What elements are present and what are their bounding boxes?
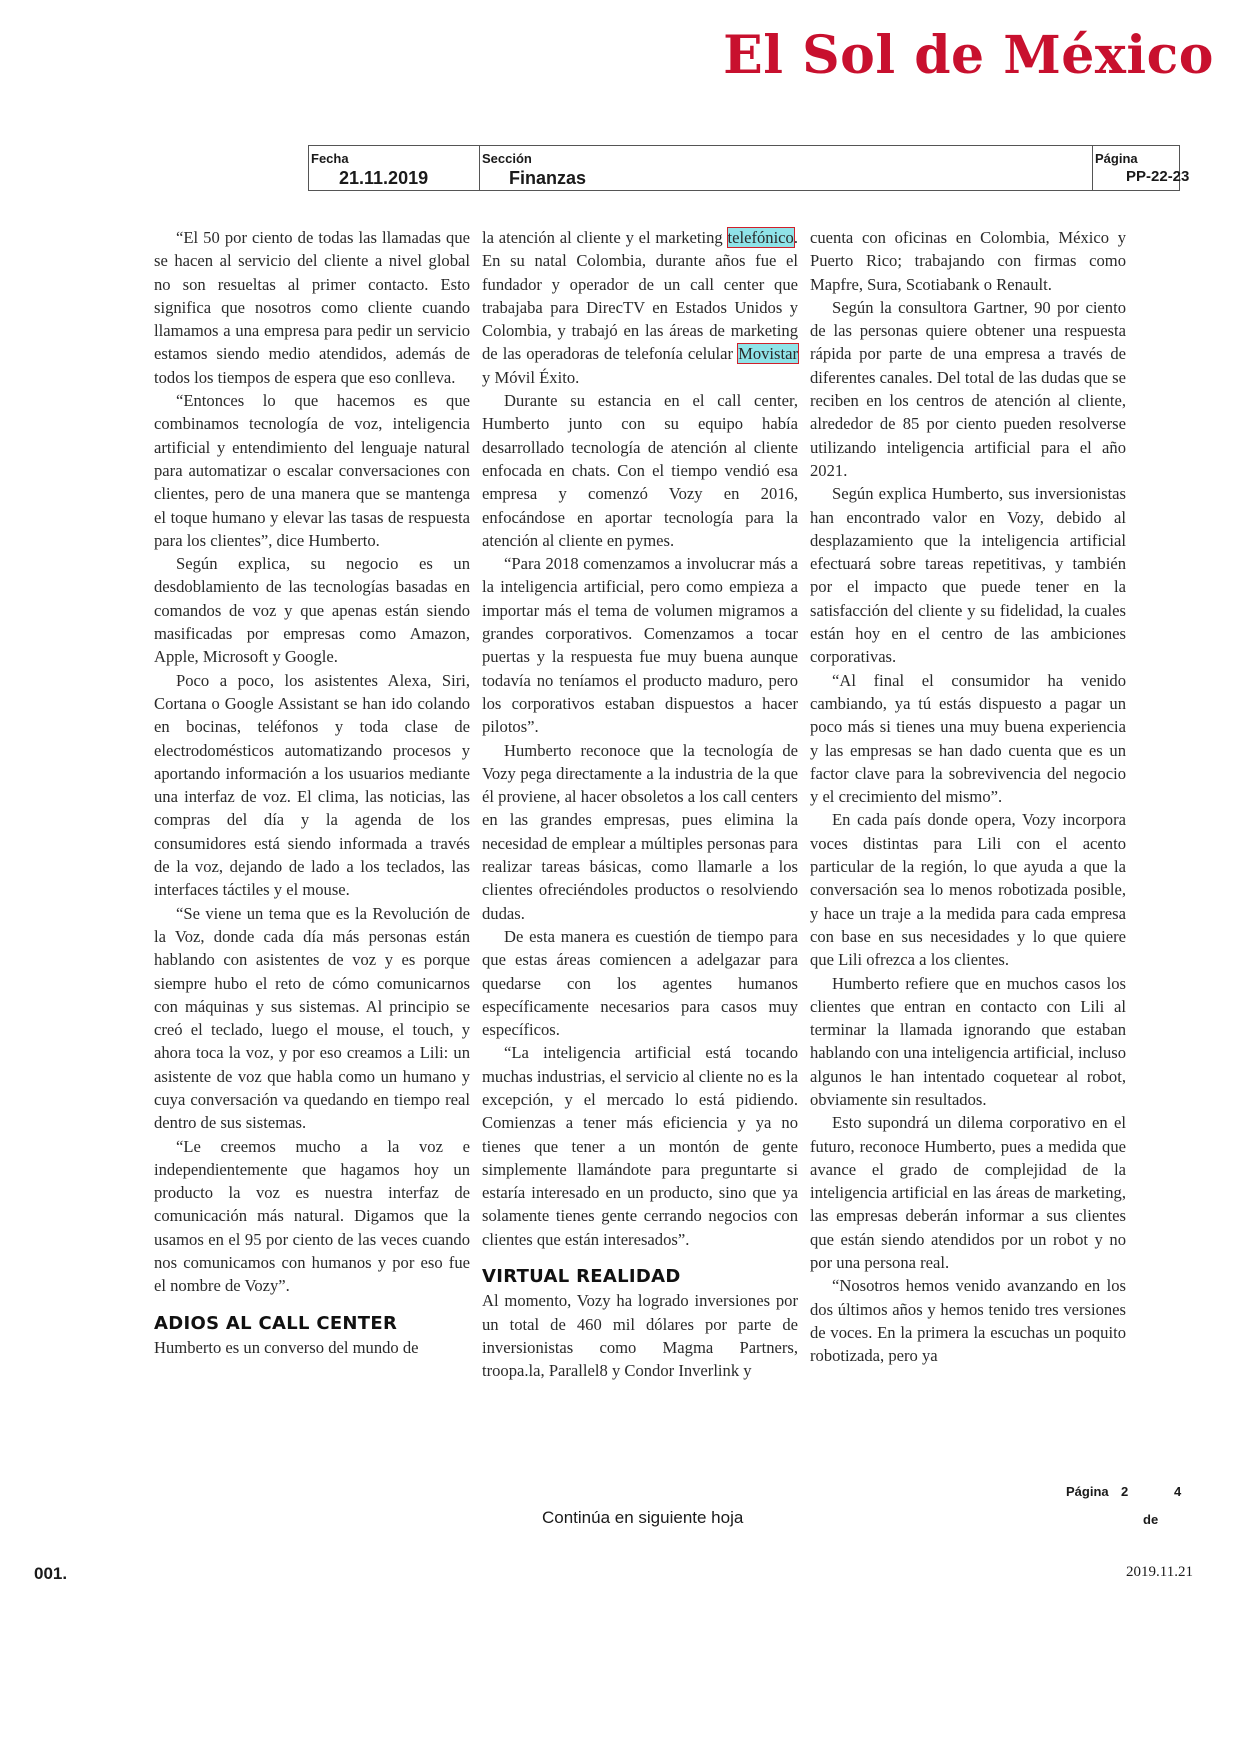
section-subhead: VIRTUAL REALIDAD bbox=[482, 1266, 681, 1288]
clipping-header-table bbox=[308, 145, 1190, 191]
footer-page-total: 4 bbox=[1174, 1484, 1182, 1499]
pagina-value: PP-22-23 bbox=[1126, 168, 1190, 185]
article-column-1 bbox=[154, 226, 470, 1359]
highlighted-keyword: telefónico bbox=[727, 228, 794, 247]
paragraph bbox=[482, 226, 798, 389]
paragraph: “Entonces lo que hacemos es que combinamos tecnología de voz, inteligencia artificial y entendimiento del lenguaje natural para automatizar o escalar conversaciones con clientes, pero de una manera que se mantenga el toque humano y elevar las tasas de respuesta para los clientes”, dice Humberto. bbox=[154, 391, 470, 550]
paragraph: “Le creemos mucho a la voz e independientemente que hagamos hoy un producto la voz es nuestra interfaz de comunicación más natural. Digamos que la usamos en el 95 por ciento de las veces cuando nos comunicamos con humanos y por eso fue el nombre de Vozy”. bbox=[154, 1136, 470, 1296]
paragraph: En cada país donde opera, Vozy incorpora voces distintas para Lili con el acento particular de la región, lo que ayuda a que la conversación sea lo menos robotizada posible, y hace un traje a la medida para cada empresa con base en sus necesidades y lo que quiere que Lili ofrezca a los clientes. bbox=[810, 810, 1126, 970]
article-column-2 bbox=[482, 226, 798, 1383]
footer-date: 2019.11.21 bbox=[1126, 1564, 1193, 1580]
paragraph: Humberto es un converso del mundo de bbox=[154, 1337, 419, 1357]
paragraph: “Se viene un tema que es la Revolución de la Voz, donde cada día más personas están hablando con asistentes de voz y es porque siempre hubo el reto de cómo comunicarnos con máquinas y sus sistemas. Al principio se creó el teclado, luego el mouse, el touch, y ahora toca la voz, y por eso creamos a Lili: un asistente de voz que habla como un humano y cuya conversación va quedando en tiempo real dentro de sus sistemas. bbox=[154, 903, 470, 1133]
highlighted-keyword: Movistar bbox=[738, 344, 798, 364]
paragraph: Humberto refiere que en muchos casos los clientes que entran en contacto con Lili al terminar la llamada ignorando que estaban hablando con una inteligencia artificial, incluso algunos le han intentado coquetear al robot, obviamente sin resultados. bbox=[810, 973, 1126, 1109]
paragraph: Según explica Humberto, sus inversionistas han encontrado valor en Vozy, debido al desplazamiento que la inteligencia artificial efectuará sobre tareas repetitivas, y también por el impacto que puede tener en la satisfacción del cliente y su fidelidad, la cuales están hoy en el centro de las ambiciones corporativas. bbox=[810, 484, 1126, 667]
paragraph: “El 50 por ciento de todas las llamadas que se hacen al servicio del cliente a nivel global no son resueltas al primer contacto. Esto significa que nosotros como cliente cuando llamamos a una empresa para pedir un servicio estamos siendo medio atendidos, además de todos los tiempos de espera que eso conlleva. bbox=[154, 228, 470, 387]
footer-pagina-label: Página bbox=[1066, 1484, 1109, 1499]
paragraph: Esto supondrá un dilema corporativo en el futuro, reconoce Humberto, pues a medida que avance el grado de complejidad de la inteligencia artificial en las áreas de marketing, las empresas deberán informar a sus clientes que están siendo atendidos por un robot y no por una persona real. bbox=[810, 1113, 1126, 1273]
continues-next-sheet: Continúa en siguiente hoja bbox=[542, 1508, 744, 1527]
pagina-cell bbox=[1092, 146, 1190, 190]
paragraph: Según la consultora Gartner, 90 por ciento de las personas quiere obtener una respuesta rápida por parte de una empresa a través de diferentes canales. Del total de las dudas que se reciben en los centros de atención al cliente, alrededor de 85 por ciento pueden resolverse utilizando inteligencia artificial para el año 2021. bbox=[810, 297, 1126, 480]
article-column-3 bbox=[810, 226, 1126, 1368]
pagina-label: Página bbox=[1095, 151, 1138, 166]
paragraph-text: . En su natal Colombia, durante años fue el fundador y operador de un call center que trabajaba para DirecTV en Estados Unidos y Colombia, y trabajó en las áreas de marketing de las operadoras de telefonía celular bbox=[482, 228, 798, 364]
newspaper-masthead: El Sol de México bbox=[723, 25, 1214, 86]
paragraph: “La inteligencia artificial está tocando muchas industrias, el servicio al cliente no es la excepción, y el mercado lo está pidiendo. Comienzas a tener más eficiencia y ya no tienes que tener a un montón de gente simplemente llamándote para preguntarte si estaría interesado en un producto, sino que ya solamente tienes gente cerrando negocios con clientes que están interesados”. bbox=[482, 1043, 798, 1249]
paragraph: cuenta con oficinas en Colombia, México y Puerto Rico; trabajando con firmas como Mapfre, Sura, Scotiabank o Renault. bbox=[810, 228, 1126, 294]
paragraph: “Al final el consumidor ha venido cambiando, ya tú estás dispuesto a pagar un poco más si tienes una muy buena experiencia y las empresas se han dado cuenta que es un factor clave para la sobrevivencia del negocio y el crecimiento del mismo”. bbox=[810, 670, 1126, 807]
paragraph: Humberto reconoce que la tecnología de Vozy pega directamente a la industria de la que él proviene, al hacer obsoletos a los call centers en las grandes empresas, pues elimina la necesidad de emplear a múltiples personas para realizar tareas básicas, como llamarle a los clientes ofreciéndoles productos o resolviendo dudas. bbox=[482, 740, 798, 923]
seccion-label: Sección bbox=[482, 151, 532, 166]
paragraph-text: y Móvil Éxito. bbox=[482, 367, 580, 387]
footer-page-number: 2 bbox=[1121, 1484, 1129, 1499]
paragraph: De esta manera es cuestión de tiempo para que estas áreas comiencen a adelgazar para quedarse con los agentes humanos específicamente necesarios para casos muy específicos. bbox=[482, 926, 798, 1040]
paragraph: Al momento, Vozy ha logrado inversiones por un total de 460 mil dólares por parte de inversionistas como Magma Partners, troopa.la, Parallel8 y Condor Inverlink y bbox=[482, 1291, 798, 1381]
seccion-value: Finanzas bbox=[509, 168, 587, 188]
fecha-cell bbox=[309, 146, 480, 190]
paragraph: Durante su estancia en el call center, Humberto junto con su equipo había desarrollado tecnología de atención al cliente enfocada en chats. Con el tiempo vendió esa empresa y comenzó Vozy en 2016, enfocándose en aportar tecnología para la atención al cliente en pymes. bbox=[482, 391, 798, 550]
clipping-code: 001. bbox=[34, 1564, 68, 1583]
paragraph: “Nosotros hemos venido avanzando en los dos últimos años y hemos tenido tres versiones de voces. En la primera la escuchas un poquito robotizada, pero ya bbox=[810, 1276, 1126, 1366]
fecha-value: 21.11.2019 bbox=[339, 168, 429, 188]
footer-of-label: de bbox=[1143, 1512, 1159, 1527]
paragraph-text: la atención al cliente y el marketing bbox=[482, 228, 728, 247]
paragraph: Poco a poco, los asistentes Alexa, Siri, Cortana o Google Assistant se han ido colando en bocinas, teléfonos y toda clase de electrodomésticos automatizando procesos y aportando información a los usuarios mediante una interfaz de voz. El clima, las noticias, las compras del día y la agenda de los consumidores está siendo informada a través de la voz, dejando de lado a los teclados, las interfaces táctiles y el mouse. bbox=[154, 670, 470, 900]
paragraph: Según explica, su negocio es un desdoblamiento de las tecnologías basadas en comandos de voz y que apenas están siendo masificadas por empresas como Amazon, Apple, Microsoft y Google. bbox=[154, 554, 470, 667]
paragraph: “Para 2018 comenzamos a involucrar más a la inteligencia artificial, pero como empieza a importar más el tema de volumen migramos a grandes corporativos. Comenzamos a tocar puertas y la respuesta fue muy buena aunque todavía no teníamos el producto maduro, pero los corporativos estaban dispuestos a hacer pilotos”. bbox=[482, 554, 798, 737]
fecha-label: Fecha bbox=[311, 151, 349, 166]
section-subhead: ADIOS AL CALL CENTER bbox=[154, 1312, 398, 1334]
seccion-cell bbox=[479, 146, 1093, 190]
